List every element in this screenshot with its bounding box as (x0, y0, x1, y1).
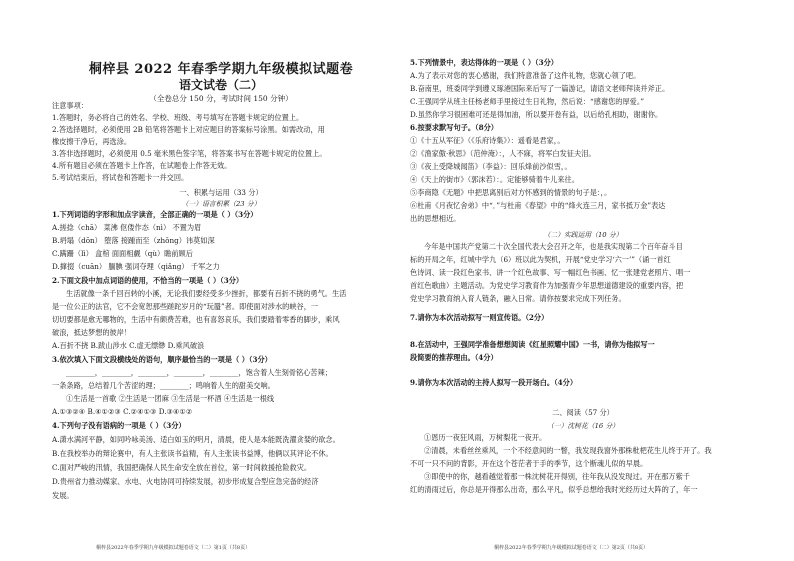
subsection-heading: （二）实践运用（10 分） (543, 231, 623, 239)
question-3-options: A.①③②④ B.④①②③ C.②④①③ D.③④①② (52, 407, 193, 416)
page-right (410, 0, 756, 561)
question-4-option: B.在我校举办的辩论赛中，有人主张读书益精，有人主张读书益博，他俩以其评论不休。 (52, 449, 333, 458)
question-4-stem: 4.下列句子没有语病的一项是（ ）（3分） (52, 421, 186, 430)
question-3-stem: 3.依次填入下面文段横线处的语句，顺序最恰当的一项是（ ）（3分） (52, 355, 272, 364)
subsection-heading: （一）沈树花（16 分） (547, 422, 619, 430)
reading-passage: ①恩历一夜狂风雨，万树梨花一夜开。 (424, 433, 547, 442)
note-item: 橡皮擦干净后，再选涂。 (52, 137, 132, 146)
question-2-options: A.百折不挠 B.跋山涉水 C.虚无缥缈 D.乘风破浪 (52, 341, 205, 350)
exam-subtitle: 语文试卷（二） (178, 78, 263, 92)
question-6-item: ④《天上的街市》（郭沫若）：。定能够骑着牛儿来往。 (410, 175, 579, 184)
section-heading: 一、积累与运用（33 分） (179, 188, 263, 197)
page-footer: 桐梓县2022年春季学期九年级模拟试题卷语文（二）第2页（共8页） (494, 545, 649, 551)
note-item: 4.所有题目必须在答题卡上作答，在试题卷上作答无效。 (52, 161, 232, 170)
note-item: 3.答非选择题时，必须使用 0.5 毫米黑色签字笔，将答案书写在答题卡规定的位置上。 (52, 149, 327, 158)
question-4-option: A.潇水满河平静，如同吟咏美汤、适白如玉的明月，清晨，使人是本能既洗濯贪婪的欲念。 (52, 435, 340, 444)
question-5-option: D.虽然你学习很困难可还是得加油，所以要开卷有益，以后给孔相助，谢谢你。 (410, 110, 663, 119)
reading-passage: ②清晨，未看丝丝乘风，一个不经意间的一瞥，我发现我窗外那株枇杷花生儿终于开了。我 (424, 446, 712, 455)
practice-passage: 色诗词、读一段红色家书、讲一个红色故事、写一幅红色书画、忆一张建党老照片、唱一 (410, 268, 691, 277)
question-6-item: ③《夜上受降城闻笛》（李益）：回乐烽前沙似雪，。 (410, 162, 572, 171)
note-item: 2.答选择题时，必须使用 2B 铅笔将答题卡上对应题目的答案标号涂黑。如需改动，用 (52, 125, 325, 134)
question-7-stem: 7.请你为本次活动拟写一则宣传语。（2分） (410, 313, 549, 322)
question-1-option: B.坍塌（dōn） 堕落 接踵而至（zhǒng）讳莫如深 (52, 236, 215, 245)
question-1-option: C.蹒跚（lì） 盒棺 面面相觑（qù）瞻前顾后 (52, 249, 193, 258)
question-6-item: 出的思想相近。 (410, 214, 461, 223)
question-4-option: 发展。 (52, 491, 74, 500)
question-6-stem: 6.按要求默写句子。（8分） (410, 123, 498, 132)
exam-title: 桐梓县 2022 年春季学期九年级模拟试题卷 (88, 62, 354, 77)
question-3-passage: ________，________，________，________，________，饱含着人生刻骨铭心苦辣； (66, 368, 332, 377)
reading-passage: 不可一只不问的背影，开在这个苍茫者于手的季节，这个断魂儿似的早晨。 (410, 459, 648, 468)
question-3-sentences: ①生活是一首歌 ②生活是一团麻 ③生活是一杯酒 ④生活是一根线 (66, 394, 275, 403)
question-5-option: A.为了表示对您的衷心感谢，我们特意准备了这件礼物，您就心领了吧。 (410, 71, 641, 80)
question-2-stem: 2.下面文段中加点词语的使用，不恰当的一项是（ ）（3分） (52, 276, 244, 285)
question-6-item: ①《十五从军征》（《乐府诗集》）：遥看是君家，。 (410, 136, 565, 145)
question-9-stem: 9.请你为本次活动的主持人拟写一段开场白。（4分） (410, 378, 578, 387)
practice-passage: 今年是中国共产党第二十次全国代表大会召开之年，也是我实现第二个百年奋斗目 (424, 242, 683, 251)
practice-passage: 党史学习教育纳入育人链条，融入日常。请你按要求完成下列任务。 (410, 294, 626, 303)
question-2-passage: 是一位公正的法官，它不会宽恕那些蹉跎岁月的“玩蜃”者。即使面对涉水的峡谷，一 (52, 302, 319, 311)
question-4-option: C.面对严峻的汛情，我国把确保人民生命安全放在首位，第一时间救援抢险救灾。 (52, 463, 312, 472)
question-2-passage: 切切要都是愈无哪物的，生活中有颇费苦难，也有喜怒哀乐，我们要踏着零香的脚步，乘风 (52, 315, 340, 324)
notes-heading: 注意事项： (52, 101, 88, 110)
question-2-passage: 生活就像一条千回百转的小溪，无论我们要经受多少挫折，都要有百折不挠的勇气。生活 (66, 289, 347, 298)
question-6-item: ②《渔家傲·秋思》（范仲淹）：，人不寐，将军白发征夫泪。 (410, 149, 596, 158)
question-6-item: ⑥杜甫《月夜忆舍弟》中“．”与杜甫《春望》中的“烽火连三月，家书抵万金”表达 (410, 201, 666, 210)
question-2-passage: 破浪，抵达梦想的彼岸！ (52, 328, 132, 337)
note-item: 5.考试结束后，将试卷和答题卡一并交回。 (52, 173, 189, 182)
question-1-stem: 1.下列词语的字形和加点字读音，全部正确的一项是（ ）（3分） (52, 210, 258, 219)
question-3-passage: 一条条路，总结着几个苦涩的理；________；鸣响着人生的甜美交响。 (52, 381, 275, 390)
page-footer: 桐梓县2022年春季学期九年级模拟试题卷语文（二）第1页（共8页） (96, 545, 251, 551)
reading-passage: 红的清雨过后，你总是开得那么出奇，那么平凡，似乎总想给我时光经历过大阵的了，年一 (410, 485, 698, 494)
question-8-stem: 段简要的推荐理由。（4分） (410, 353, 498, 362)
question-5-option: B.奋南里，班委同学到遵义琢港国际来后写了一篇游记，请语文老师拜读并斧正。 (410, 84, 670, 93)
note-item: 1.答题时，务必将自己的姓名、学校、班级、考号填写在答题卡规定的位置上。 (52, 113, 304, 122)
practice-passage: 标的开局之年，红城中学九（6）班以此为契机，开展“党史学习‘六一’”（诵一首红 (410, 255, 671, 264)
question-1-option: D.撺掇（cuān） 腼腆 强词夺理（qiǎng） 千军之力 (52, 262, 220, 271)
question-6-item: ⑤李商隐《无题》中把思离别后对方怀感到的情景的句子是：，。 (410, 188, 612, 197)
section-heading: 二、阅读（57 分） (552, 408, 614, 417)
question-1-option: A.搓捻（chā） 菜沸 伛偻作态（nì） 不置为眉 (52, 223, 202, 232)
exam-info: （全卷总分 150 分，考试时间 150 分钟） (149, 94, 293, 103)
question-4-option: D.贵州省力推动媒家、水电、火电协同可持续发展，初步形成复合型应急完备的经济 (52, 477, 319, 486)
question-5-stem: 5.下列情景中，表达得体的一项是（ ）（3分） (410, 58, 558, 67)
reading-passage: ③即使中的你，越看越觉着那一株沈树花开得别，往年我从没发现过。开在那万紫千 (424, 472, 690, 481)
question-8-stem: 8.在活动中，王强同学准备想想阅读《红星照耀中国》一书，请你为他拟写一 (410, 340, 655, 349)
practice-passage: 首红色歌曲）主题活动。为党史学习教育作为加强青少年思想道德建设的重要内容，把 (410, 281, 684, 290)
page-left (52, 0, 390, 561)
subsection-heading: （一）语言积累（23 分） (181, 200, 261, 208)
question-5-option: C.王强同学从班主任杨老师手里接过生日礼物，然后说：“感谢您的厚爱。” (410, 97, 645, 106)
